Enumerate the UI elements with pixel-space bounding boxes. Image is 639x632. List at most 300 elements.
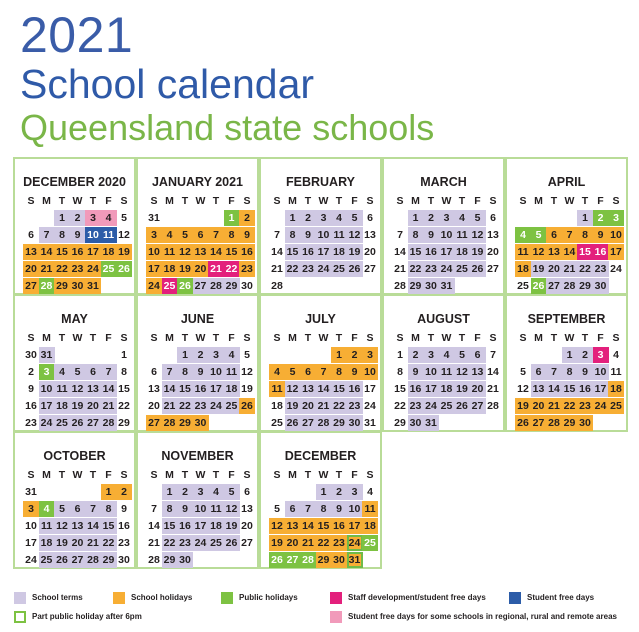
day-cell: 26 <box>454 398 470 414</box>
day-cell: 18 <box>362 518 378 534</box>
month-title: JUNE <box>180 312 215 326</box>
weekday-label: T <box>58 469 66 481</box>
weekday-label: F <box>351 332 358 344</box>
day-cell: 25 <box>39 552 55 568</box>
day-cell: 4 <box>39 501 55 517</box>
day-cell: 4 <box>54 364 70 380</box>
legend-label-regional: Student free days for some schools in regional, rural and remote areas <box>348 612 617 621</box>
day-cell: 21 <box>271 263 283 275</box>
day-cell: 26 <box>177 278 193 294</box>
day-cell: 13 <box>193 244 209 260</box>
day-cell: 18 <box>515 261 531 277</box>
day-cell: 24 <box>85 261 101 277</box>
month-title: MARCH <box>420 175 467 189</box>
day-cell: 9 <box>423 227 439 243</box>
day-cell: 24 <box>364 400 376 412</box>
weekday-label: S <box>243 469 251 481</box>
weekday-label: M <box>534 195 543 207</box>
weekday-label: M <box>165 469 174 481</box>
day-cell: 13 <box>487 229 499 241</box>
day-cell: 3 <box>608 210 624 226</box>
day-cell: 16 <box>300 244 316 260</box>
day-cell: 8 <box>577 227 593 243</box>
day-cell: 24 <box>347 535 363 551</box>
day-cell: 5 <box>70 364 86 380</box>
day-cell: 21 <box>162 398 178 414</box>
legend-label-free: Student free days <box>527 593 595 602</box>
weekday-label: S <box>366 332 374 344</box>
day-cell: 2 <box>423 210 439 226</box>
month-panel <box>13 294 136 432</box>
day-cell: 19 <box>454 381 470 397</box>
day-cell: 18 <box>439 381 455 397</box>
day-cell: 4 <box>454 210 470 226</box>
day-cell: 1 <box>224 210 240 226</box>
weekday-label: T <box>212 469 220 481</box>
day-cell: 26 <box>70 415 86 431</box>
day-cell: 8 <box>397 366 403 378</box>
weekday-label: F <box>228 332 235 344</box>
day-cell: 2 <box>408 347 424 363</box>
day-cell: 25 <box>439 398 455 414</box>
day-cell: 15 <box>177 381 193 397</box>
day-cell: 6 <box>151 366 157 378</box>
day-cell: 19 <box>515 398 531 414</box>
weekday-label: W <box>72 469 83 481</box>
day-cell: 21 <box>546 398 562 414</box>
day-cell: 7 <box>300 501 316 517</box>
weekday-label: T <box>304 195 312 207</box>
weekday-label: F <box>474 195 481 207</box>
day-cell: 14 <box>562 244 578 260</box>
day-cell: 14 <box>39 244 55 260</box>
day-cell: 28 <box>562 278 578 294</box>
day-cell: 25 <box>101 261 117 277</box>
day-cell: 4 <box>613 349 619 361</box>
weekday-label: T <box>581 195 589 207</box>
weekday-label: W <box>72 332 83 344</box>
day-cell: 15 <box>316 518 332 534</box>
day-cell: 19 <box>241 383 253 395</box>
day-cell: 12 <box>118 229 130 241</box>
day-cell: 22 <box>224 261 240 277</box>
day-cell: 10 <box>85 227 101 243</box>
day-cell: 29 <box>331 415 347 431</box>
weekday-label: T <box>212 195 220 207</box>
day-cell: 27 <box>364 263 376 275</box>
day-cell: 4 <box>331 210 347 226</box>
day-cell: 19 <box>531 261 547 277</box>
day-cell: 22 <box>285 261 301 277</box>
day-cell: 24 <box>193 535 209 551</box>
weekday-label: F <box>351 469 358 481</box>
day-cell: 31 <box>364 417 376 429</box>
day-cell: 5 <box>177 227 193 243</box>
month-title: JANUARY 2021 <box>151 175 243 189</box>
day-cell: 11 <box>454 227 470 243</box>
day-cell: 16 <box>593 244 609 260</box>
day-cell: 7 <box>208 227 224 243</box>
day-cell: 13 <box>241 503 253 515</box>
calendar-grid <box>13 157 630 572</box>
day-cell: 13 <box>85 381 101 397</box>
day-cell: 22 <box>562 398 578 414</box>
day-cell: 30 <box>118 554 130 566</box>
day-cell: 9 <box>593 227 609 243</box>
weekday-label: M <box>288 195 297 207</box>
day-cell: 29 <box>162 552 178 568</box>
weekday-label: S <box>612 332 620 344</box>
day-cell: 9 <box>239 227 255 243</box>
weekday-label: S <box>366 195 374 207</box>
weekday-label: W <box>441 332 452 344</box>
day-cell: 25 <box>162 278 178 294</box>
day-cell: 26 <box>54 552 70 568</box>
day-cell: 17 <box>25 537 37 549</box>
day-cell: 12 <box>285 381 301 397</box>
day-cell: 2 <box>577 347 593 363</box>
day-cell: 29 <box>101 552 117 568</box>
day-cell: 30 <box>193 415 209 431</box>
day-cell: 21 <box>148 537 160 549</box>
day-cell: 12 <box>470 227 486 243</box>
weekday-label: S <box>489 195 497 207</box>
day-cell: 28 <box>39 278 55 294</box>
day-cell: 30 <box>177 552 193 568</box>
day-cell: 27 <box>487 263 499 275</box>
day-cell: 18 <box>331 244 347 260</box>
weekday-label: W <box>318 332 329 344</box>
day-cell: 19 <box>347 244 363 260</box>
day-cell: 23 <box>118 537 130 549</box>
day-cell: 15 <box>577 244 593 260</box>
weekday-label: T <box>427 332 435 344</box>
day-cell: 4 <box>269 364 285 380</box>
day-cell: 10 <box>193 501 209 517</box>
day-cell: 9 <box>193 364 209 380</box>
month-title: OCTOBER <box>43 449 106 463</box>
day-cell: 31 <box>423 415 439 431</box>
weekday-label: M <box>288 332 297 344</box>
day-cell: 24 <box>208 398 224 414</box>
weekday-label: T <box>458 195 466 207</box>
day-cell: 24 <box>610 263 622 275</box>
day-cell: 16 <box>423 244 439 260</box>
day-cell: 31 <box>439 278 455 294</box>
day-cell: 20 <box>300 398 316 414</box>
weekday-label: W <box>195 469 206 481</box>
day-cell: 30 <box>70 278 86 294</box>
month-title: SEPTEMBER <box>527 312 606 326</box>
day-cell: 30 <box>593 278 609 294</box>
day-cell: 15 <box>101 518 117 534</box>
weekday-label: S <box>150 195 158 207</box>
month-panel <box>259 431 382 569</box>
day-cell: 6 <box>285 501 301 517</box>
day-cell: 18 <box>54 398 70 414</box>
day-cell: 2 <box>193 347 209 363</box>
day-cell: 2 <box>177 484 193 500</box>
weekday-label: T <box>335 469 343 481</box>
day-cell: 15 <box>118 383 130 395</box>
day-cell: 19 <box>70 398 86 414</box>
day-cell: 5 <box>470 210 486 226</box>
day-cell: 7 <box>546 364 562 380</box>
day-cell: 26 <box>515 415 531 431</box>
day-cell: 3 <box>39 364 55 380</box>
day-cell: 26 <box>116 261 132 277</box>
day-cell: 5 <box>224 484 240 500</box>
day-cell: 15 <box>331 381 347 397</box>
day-cell: 20 <box>193 261 209 277</box>
day-cell: 3 <box>362 347 378 363</box>
weekday-label: S <box>396 195 404 207</box>
month-panel <box>259 157 382 295</box>
month-panel <box>136 294 259 432</box>
day-cell: 3 <box>423 347 439 363</box>
day-cell: 4 <box>367 486 373 498</box>
day-cell: 16 <box>25 400 37 412</box>
day-cell: 16 <box>177 518 193 534</box>
day-cell: 25 <box>224 398 240 414</box>
day-cell: 14 <box>148 520 160 532</box>
day-cell: 25 <box>454 261 470 277</box>
day-cell: 27 <box>85 415 101 431</box>
day-cell: 29 <box>577 278 593 294</box>
day-cell: 5 <box>274 503 280 515</box>
day-cell: 25 <box>331 261 347 277</box>
day-cell: 7 <box>101 364 117 380</box>
day-cell: 8 <box>101 501 117 517</box>
day-cell: 28 <box>546 415 562 431</box>
day-cell: 12 <box>454 364 470 380</box>
day-cell: 26 <box>347 261 363 277</box>
weekday-label: T <box>550 195 558 207</box>
day-cell: 8 <box>331 364 347 380</box>
day-cell: 28 <box>85 552 101 568</box>
weekday-label: S <box>120 332 128 344</box>
day-cell: 27 <box>470 398 486 414</box>
day-cell: 4 <box>208 484 224 500</box>
day-cell: 10 <box>347 501 363 517</box>
weekday-label: T <box>212 332 220 344</box>
day-cell: 22 <box>316 535 332 551</box>
day-cell: 23 <box>193 398 209 414</box>
day-cell: 18 <box>39 535 55 551</box>
day-cell: 15 <box>224 244 240 260</box>
day-cell: 30 <box>347 415 363 431</box>
day-cell: 29 <box>118 417 130 429</box>
day-cell: 7 <box>274 229 280 241</box>
day-cell: 23 <box>331 535 347 551</box>
day-cell: 31 <box>25 486 37 498</box>
month-title: NOVEMBER <box>161 449 234 463</box>
day-cell: 11 <box>39 518 55 534</box>
day-cell: 1 <box>562 347 578 363</box>
day-cell: 28 <box>101 415 117 431</box>
day-cell: 10 <box>316 227 332 243</box>
weekday-label: F <box>228 195 235 207</box>
day-cell: 31 <box>39 347 55 363</box>
day-cell: 23 <box>300 261 316 277</box>
weekday-label: F <box>228 469 235 481</box>
day-cell: 1 <box>285 210 301 226</box>
day-cell: 20 <box>70 535 86 551</box>
weekday-label: T <box>335 195 343 207</box>
day-cell: 21 <box>394 263 406 275</box>
weekday-label: S <box>396 332 404 344</box>
day-cell: 11 <box>515 244 531 260</box>
day-cell: 1 <box>408 210 424 226</box>
legend-label-staff: Staff development/student free days <box>348 593 486 602</box>
day-cell: 7 <box>562 227 578 243</box>
day-cell: 10 <box>39 381 55 397</box>
day-cell: 5 <box>244 349 250 361</box>
day-cell: 29 <box>177 415 193 431</box>
day-cell: 27 <box>546 278 562 294</box>
weekday-label: S <box>273 332 281 344</box>
day-cell: 14 <box>162 381 178 397</box>
month-title: APRIL <box>547 175 586 189</box>
weekday-label: F <box>105 469 112 481</box>
month-panel <box>13 157 136 295</box>
day-cell: 14 <box>316 381 332 397</box>
day-cell: 11 <box>269 381 285 397</box>
day-cell: 4 <box>162 227 178 243</box>
year-heading: 2021 <box>20 7 134 63</box>
day-cell: 18 <box>271 400 283 412</box>
weekday-label: T <box>181 195 189 207</box>
day-cell: 7 <box>162 364 178 380</box>
day-cell: 4 <box>224 347 240 363</box>
day-cell: 19 <box>54 535 70 551</box>
weekday-label: S <box>612 195 620 207</box>
weekday-label: S <box>243 195 251 207</box>
day-cell: 13 <box>23 244 39 260</box>
day-cell: 16 <box>347 381 363 397</box>
legend-swatch-term <box>14 592 26 604</box>
weekday-label: T <box>304 469 312 481</box>
day-cell: 6 <box>490 212 496 224</box>
day-cell: 23 <box>408 398 424 414</box>
day-cell: 6 <box>193 227 209 243</box>
day-cell: 2 <box>116 484 132 500</box>
day-cell: 22 <box>54 261 70 277</box>
weekday-label: M <box>165 332 174 344</box>
weekday-label: S <box>273 195 281 207</box>
day-cell: 10 <box>208 364 224 380</box>
day-cell: 3 <box>193 484 209 500</box>
day-cell: 31 <box>85 278 101 294</box>
day-cell: 6 <box>546 227 562 243</box>
day-cell: 18 <box>454 244 470 260</box>
day-cell: 26 <box>531 278 547 294</box>
month-panel <box>505 294 628 432</box>
day-cell: 19 <box>285 398 301 414</box>
day-cell: 17 <box>423 381 439 397</box>
day-cell: 14 <box>85 518 101 534</box>
weekday-label: S <box>150 332 158 344</box>
day-cell: 16 <box>118 520 130 532</box>
day-cell: 13 <box>300 381 316 397</box>
day-cell: 18 <box>101 244 117 260</box>
day-cell: 23 <box>577 398 593 414</box>
day-cell: 11 <box>101 227 117 243</box>
weekday-label: T <box>58 332 66 344</box>
page-subtitle: Queensland state schools <box>20 107 435 148</box>
day-cell: 25 <box>54 415 70 431</box>
weekday-label: W <box>564 332 575 344</box>
day-cell: 11 <box>610 366 622 378</box>
day-cell: 1 <box>177 347 193 363</box>
day-cell: 7 <box>490 349 496 361</box>
weekday-label: T <box>304 332 312 344</box>
day-cell: 27 <box>23 278 39 294</box>
day-cell: 1 <box>101 484 117 500</box>
day-cell: 14 <box>208 244 224 260</box>
weekday-label: F <box>105 332 112 344</box>
day-cell: 29 <box>54 278 70 294</box>
weekday-label: F <box>351 195 358 207</box>
day-cell: 5 <box>121 212 127 224</box>
day-cell: 19 <box>269 535 285 551</box>
weekday-label: S <box>366 469 374 481</box>
day-cell: 17 <box>347 518 363 534</box>
day-cell: 8 <box>121 366 127 378</box>
day-cell: 9 <box>300 227 316 243</box>
day-cell: 2 <box>300 210 316 226</box>
weekday-label: M <box>42 332 51 344</box>
day-cell: 12 <box>70 381 86 397</box>
day-cell: 15 <box>54 244 70 260</box>
day-cell: 5 <box>531 227 547 243</box>
day-cell: 15 <box>285 244 301 260</box>
day-cell: 24 <box>39 415 55 431</box>
day-cell: 19 <box>177 261 193 277</box>
day-cell: 22 <box>408 261 424 277</box>
weekday-label: S <box>27 332 35 344</box>
day-cell: 25 <box>362 535 378 551</box>
day-cell: 21 <box>487 383 499 395</box>
weekday-label: F <box>474 332 481 344</box>
weekday-label: S <box>243 332 251 344</box>
day-cell: 22 <box>394 400 406 412</box>
day-cell: 30 <box>25 349 37 361</box>
day-cell: 14 <box>487 366 499 378</box>
day-cell: 31 <box>347 552 363 568</box>
day-cell: 11 <box>162 244 178 260</box>
day-cell: 18 <box>224 381 240 397</box>
month-title: DECEMBER 2020 <box>23 175 126 189</box>
weekday-label: W <box>441 195 452 207</box>
day-cell: 16 <box>193 381 209 397</box>
day-cell: 22 <box>331 398 347 414</box>
day-cell: 8 <box>285 227 301 243</box>
day-cell: 7 <box>151 503 157 515</box>
day-cell: 13 <box>70 518 86 534</box>
day-cell: 8 <box>316 501 332 517</box>
day-cell: 16 <box>408 381 424 397</box>
day-cell: 29 <box>224 278 240 294</box>
day-cell: 28 <box>316 415 332 431</box>
day-cell: 1 <box>54 210 70 226</box>
weekday-label: W <box>195 195 206 207</box>
day-cell: 3 <box>208 347 224 363</box>
day-cell: 9 <box>28 383 34 395</box>
day-cell: 9 <box>577 364 593 380</box>
day-cell: 6 <box>531 364 547 380</box>
day-cell: 27 <box>241 537 253 549</box>
